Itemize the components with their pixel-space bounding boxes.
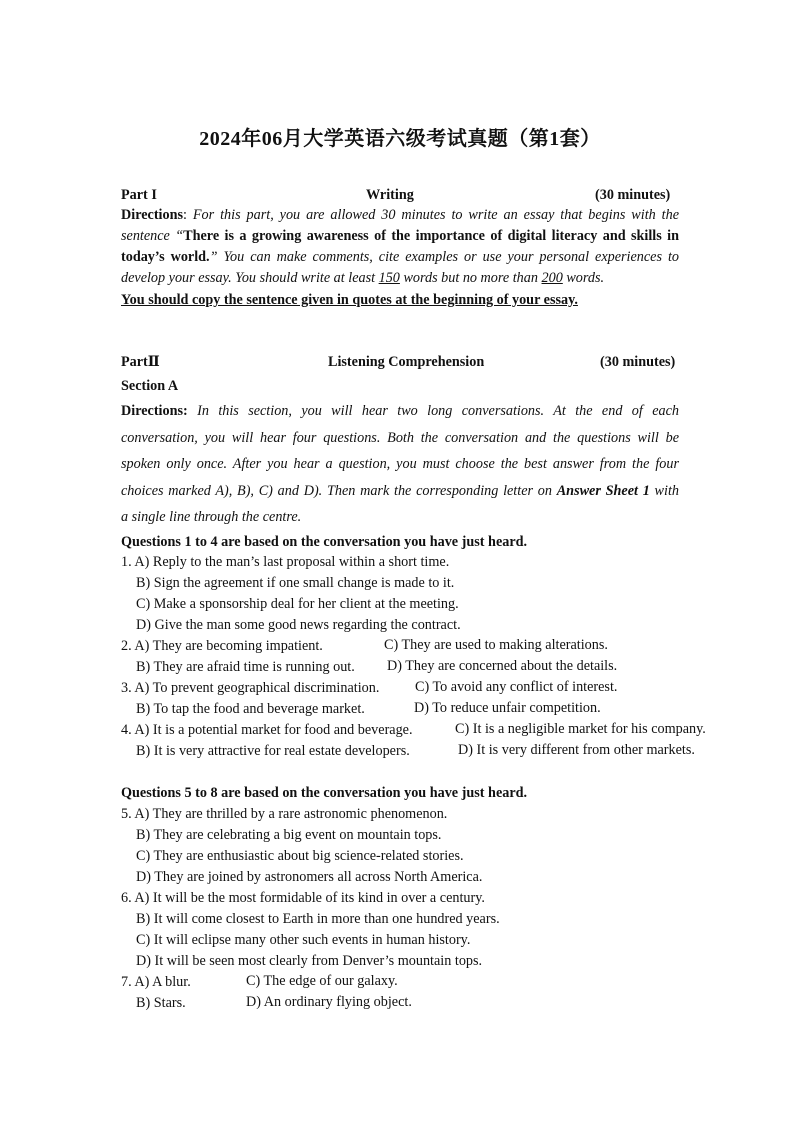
q3-option-b: B) To tap the food and beverage market. [136,701,365,717]
q7-option-d: D) An ordinary flying object. [246,994,412,1010]
q3-option-d: D) To reduce unfair competition. [414,700,601,716]
part1-time: (30 minutes) [595,187,671,203]
q2-option-c: C) They are used to making alterations. [384,637,608,653]
directions-label: Directions [121,207,183,223]
part1-directions-line-1 [121,207,679,224]
essay-prompt-sentence: There is a growing awareness of the importance of digital literacy and skills in [183,228,679,244]
q6-option-d: D) It will be seen most clearly from Denver’s mountain tops. [136,953,483,969]
q4-option-b: B) It is very attractive for real estate developers. [136,743,410,759]
q5-option-b: B) They are celebrating a big event on mountain tops. [136,827,442,843]
min-words: 150 [378,270,400,286]
part2-directions-line-1 [121,403,679,420]
q7-option-a: 7. A) A blur. [121,974,191,990]
directions-text: In this section, you will hear two long conversations. At the end of each [197,403,680,419]
q5-option-a: 5. A) They are thrilled by a rare astronomic phenomenon. [121,806,448,822]
directions-text: words but no more than [399,270,542,286]
directions-text: ” You can make comments, cite examples or use your personal experiences to [209,249,680,265]
directions-label: Directions: [121,403,188,419]
question-group-header: Questions 1 to 4 are based on the conversation you have just heard. [121,534,528,550]
part2-directions-line-2: conversation, you will hear four questions. Both the conversation and the questions will be [121,430,679,446]
q5-option-d: D) They are joined by astronomers all across North America. [136,869,483,885]
q1-option-b: B) Sign the agreement if one small change is made to it. [136,575,455,591]
directions-text: sentence “ [121,228,184,244]
q3-option-a: 3. A) To prevent geographical discrimination. [121,680,380,696]
question-group-header: Questions 5 to 8 are based on the conversation you have just heard. [121,785,528,801]
essay-prompt-sentence: today’s world. [121,249,210,265]
part1-name: Writing [366,187,414,203]
part2-label: PartⅡ [121,354,160,370]
q6-option-a: 6. A) It will be the most formidable of its kind in over a century. [121,890,485,906]
part1-label: Part I [121,187,157,203]
part2-directions-line-5: a single line through the centre. [121,509,302,525]
copy-sentence-note: You should copy the sentence given in quotes at the beginning of your essay. [121,292,578,308]
q6-option-c: C) It will eclipse many other such events in human history. [136,932,471,948]
part1-directions-line-2 [121,228,679,245]
q1-option-a: 1. A) Reply to the man’s last proposal within a short time. [121,554,450,570]
answer-sheet-ref: Answer Sheet 1 [556,483,650,499]
part2-time: (30 minutes) [600,354,676,370]
q7-option-b: B) Stars. [136,995,186,1011]
directions-text: For this part, you are allowed 30 minutes to write an essay that begins with the [192,207,679,223]
part2-directions-line-3: spoken only once. After you hear a question, you must choose the best answer from the four [121,456,679,472]
q4-option-c: C) It is a negligible market for his company. [455,721,706,737]
max-words: 200 [541,270,563,286]
directions-text: develop your essay. You should write at least [121,270,379,286]
directions-text: with [649,483,679,499]
part2-directions-line-4 [121,483,679,500]
directions-colon: : [183,207,193,223]
q2-option-b: B) They are afraid time is running out. [136,659,355,675]
q4-option-d: D) It is very different from other markets. [458,742,695,758]
directions-text: words. [562,270,605,286]
q3-option-c: C) To avoid any conflict of interest. [415,679,618,695]
q6-option-b: B) It will come closest to Earth in more than one hundred years. [136,911,500,927]
part1-directions-line-3 [121,249,679,266]
q4-option-a: 4. A) It is a potential market for food and beverage. [121,722,413,738]
q1-option-d: D) Give the man some good news regarding the contract. [136,617,461,633]
section-a-heading: Section A [121,378,179,394]
part1-directions-line-4 [121,270,679,287]
q7-option-c: C) The edge of our galaxy. [246,973,398,989]
q2-option-d: D) They are concerned about the details. [387,658,618,674]
directions-text: choices marked A), B), C) and D). Then mark the corresponding letter on [121,483,557,499]
q2-option-a: 2. A) They are becoming impatient. [121,638,323,654]
q5-option-c: C) They are enthusiastic about big science-related stories. [136,848,464,864]
part2-name: Listening Comprehension [328,354,485,370]
q1-option-c: C) Make a sponsorship deal for her client at the meeting. [136,596,459,612]
page-title: 2024年06月大学英语六级考试真题（第1套） [199,128,601,150]
